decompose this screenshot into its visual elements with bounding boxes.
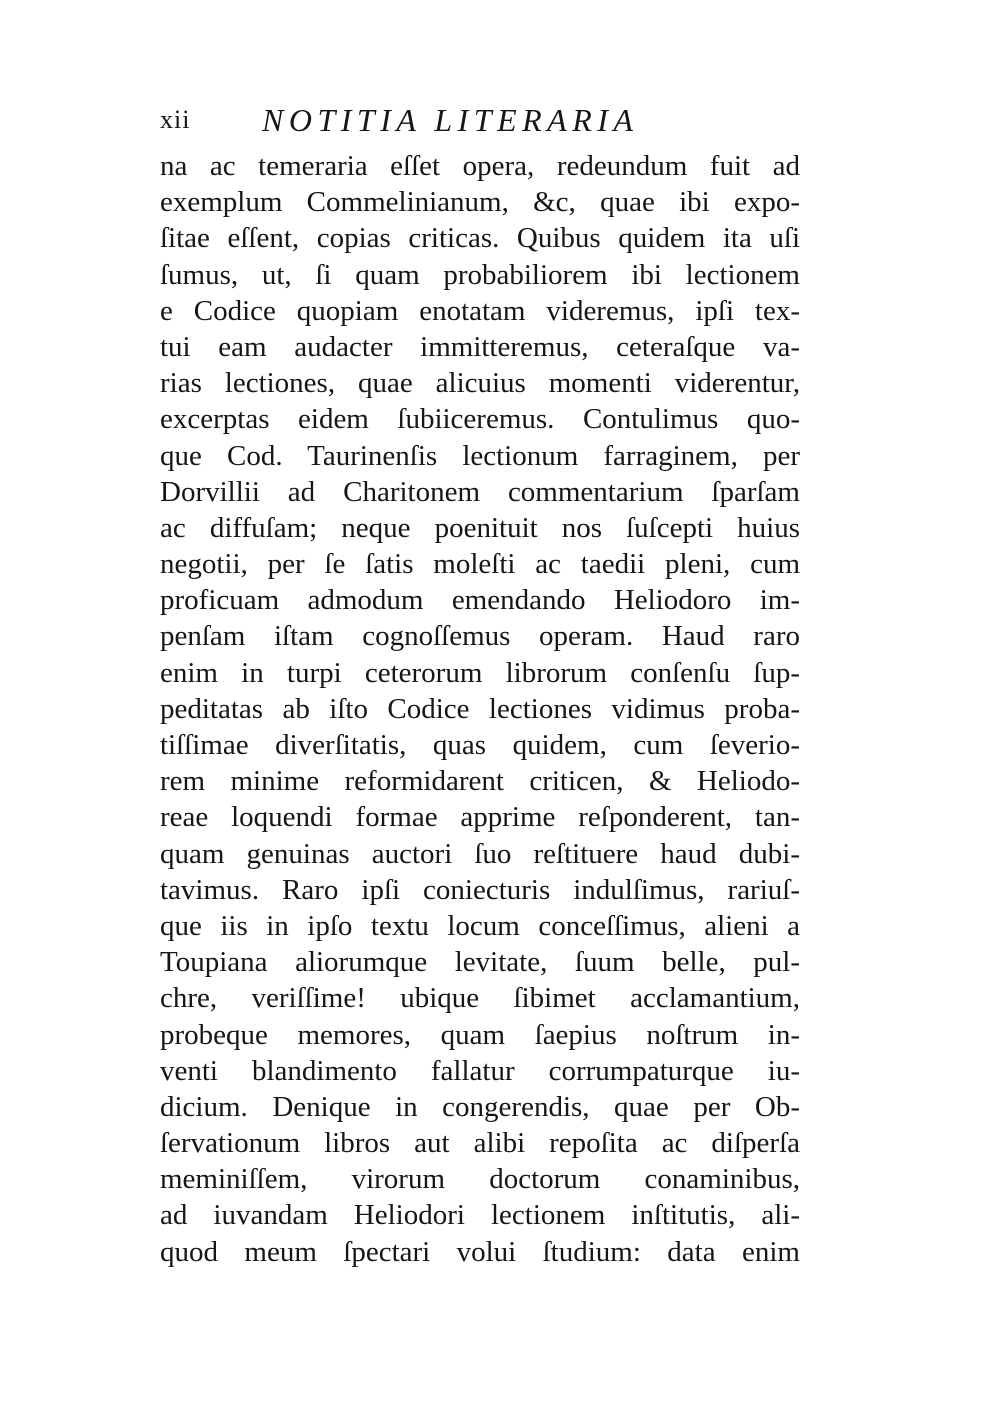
text-line: Toupiana aliorumque levitate, ſuum belle, pul- — [160, 946, 800, 979]
text-line: ſumus, ut, ſi quam probabiliorem ibi lectionem — [160, 258, 800, 291]
text-line: venti blandimento fallatur corrumpaturque iu- — [160, 1054, 800, 1087]
text-line: rem minime reformidarent criticen, & Heliodo- — [160, 765, 800, 798]
text-line: quod meum ſpectari volui ſtudium: data enim — [160, 1235, 800, 1268]
text-line: meminiſſem, virorum doctorum conaminibus, — [160, 1163, 800, 1196]
text-line: tui eam audacter immitteremus, ceteraſque va- — [160, 330, 800, 363]
text-line: peditatas ab iſto Codice lectiones vidimus proba- — [160, 692, 800, 725]
text-line: proficuam admodum emendando Heliodoro im- — [160, 584, 800, 617]
running-head — [160, 100, 720, 140]
text-line: chre, veriſſime! ubique ſibimet acclamantium, — [160, 982, 800, 1015]
text-line: penſam iſtam cognoſſemus operam. Haud raro — [160, 620, 800, 653]
text-line: excerptas eidem ſubiiceremus. Contulimus quo- — [160, 403, 800, 436]
text-line: exemplum Commelinianum, &c, quae ibi expo- — [160, 186, 800, 219]
text-line: tiſſimae diverſitatis, quas quidem, cum ſeverio- — [160, 729, 800, 761]
text-line: tavimus. Raro ipſi coniecturis indulſimus, rariuſ- — [160, 873, 800, 906]
text-line: na ac temeraria eſſet opera, redeundum fuit ad — [160, 150, 800, 182]
body-text — [160, 148, 800, 1270]
text-line: enim in turpi ceterorum librorum conſenſu ſup- — [160, 656, 800, 689]
text-line: ad iuvandam Heliodori lectionem inſtitutis, ali- — [160, 1199, 800, 1232]
text-line: ſitae eſſent, copias criticas. Quibus quidem ita uſi — [160, 222, 800, 255]
text-line: que Cod. Taurinenſis lectionum farraginem, per — [160, 439, 800, 472]
text-line: ac diffuſam; neque poenituit nos ſuſcepti huius — [160, 511, 800, 544]
text-line: probeque memores, quam ſaepius noſtrum in- — [160, 1018, 800, 1051]
text-line: negotii, per ſe ſatis moleſti ac taedii pleni, cum — [160, 548, 800, 581]
text-line: reae loquendi formae apprime reſponderent, tan- — [160, 801, 800, 834]
page-number: xii — [160, 105, 191, 134]
text-line: que iis in ipſo textu locum conceſſimus, alieni a — [160, 909, 800, 942]
text-line: rias lectiones, quae alicuius momenti viderentur, — [160, 367, 800, 400]
text-line: dicium. Denique in congerendis, quae per Ob- — [160, 1090, 800, 1123]
text-line: Dorvillii ad Charitonem commentarium ſparſam — [160, 475, 800, 508]
text-line: e Codice quopiam enotatam videremus, ipſi tex- — [160, 294, 800, 327]
text-line: ſervationum libros aut alibi repoſita ac diſperſa — [160, 1127, 800, 1160]
text-line: quam genuinas auctori ſuo reſtituere haud dubi- — [160, 837, 800, 870]
running-title: NOTITIA LITERARIA — [262, 102, 639, 138]
